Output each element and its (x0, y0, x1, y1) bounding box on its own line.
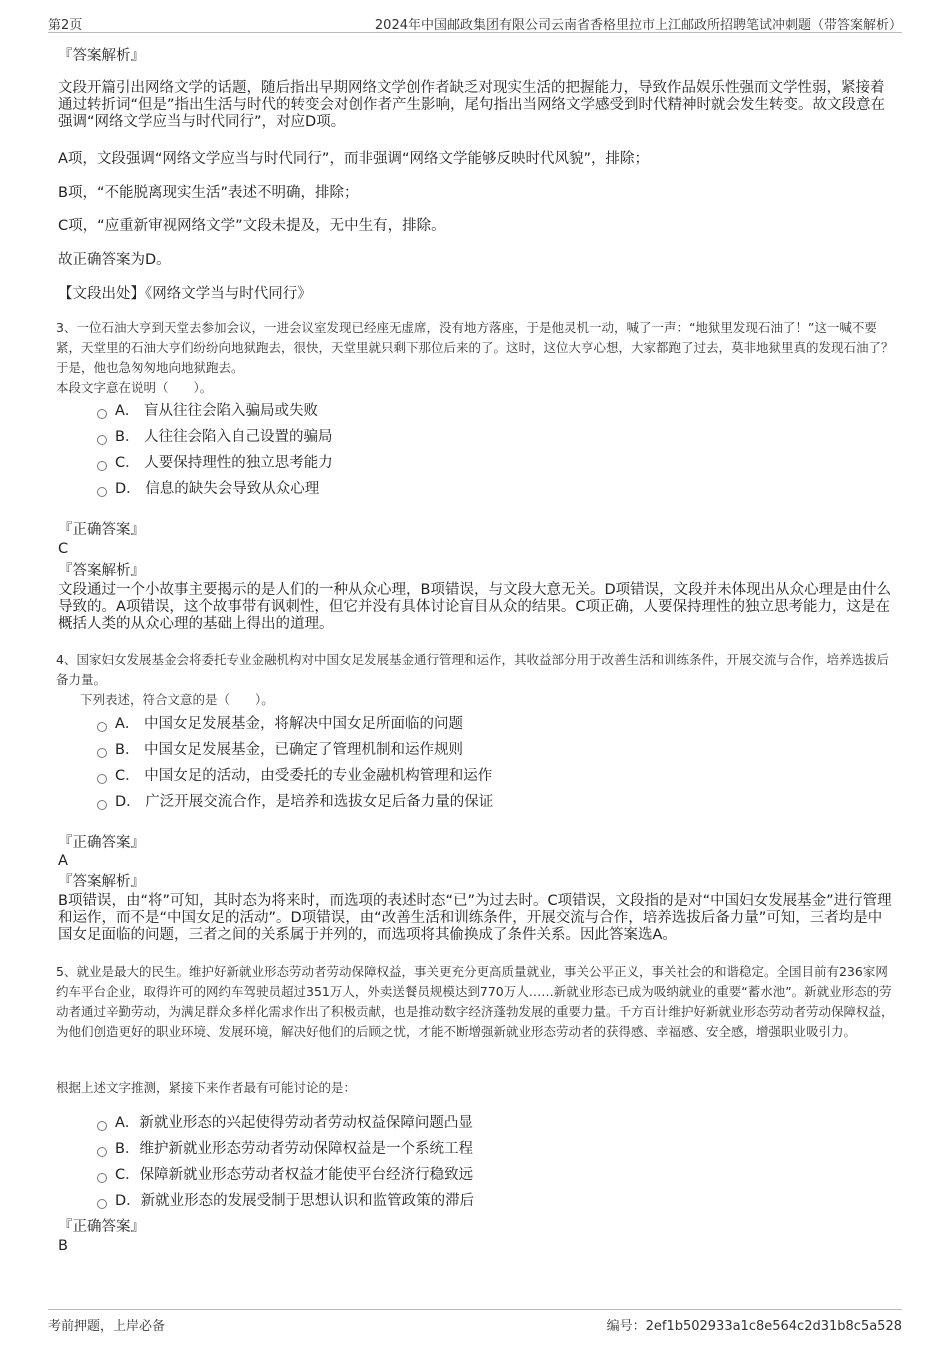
radio-icon[interactable] (97, 1121, 107, 1131)
q5-stem: 5、就业是最大的民生。维护好新就业形态劳动者劳动保障权益，事关更充分更高质量就业，事关公平正义，事关社会的和谐稳定。全国目前有236家网约车平台企业，取得许可的网约车驾驶员超过351万人，外卖送餐员规模达到770万人……新就业形态已成为吸纳就业的重要“蓄水池”。新就业形态的劳动者通过辛勤劳动，为满足群众多样化需求作出了积极贡献，也是推动数字经济蓬勃发展的重要力量。千方百计维护好新就业形态劳动者劳动保障权益，为他们创造更好的职业环境、发展环境，解决好他们的后顾之忧，才能不断增强新就业形态劳动者的获得感、幸福感、安全感，增强职业吸引力。 (56, 964, 894, 1039)
q4-option-b[interactable]: B． 中国女足发展基金，已确定了管理机制和运作规则 (97, 741, 463, 759)
prev-option-a-analysis: A项，文段强调“网络文学应当与时代同行”，而非强调“网络文学能够反映时代风貌”，排除； (58, 151, 649, 167)
q3-jiexi-label: 『答案解析』 (58, 563, 145, 579)
q3-jiexi: 文段通过一个小故事主要揭示的是人们的一种从众心理，B项错误，与文段大意无关。D项错误，文段并未体现出从众心理是由什么导致的。A项错误，这个故事带有讽刺性，但它并没有具体讨论盲目从众的结果。C项正确，人要保持理性的独立思考能力，这是在概括人类的从众心理的基础上得出的道理。 (58, 582, 892, 632)
radio-icon[interactable] (97, 1147, 107, 1157)
radio-icon[interactable] (97, 461, 107, 471)
q3-option-b[interactable]: B． 人往往会陷入自己设置的骗局 (97, 428, 333, 446)
radio-icon[interactable] (97, 722, 107, 732)
q4-option-a[interactable]: A． 中国女足发展基金，将解决中国女足所面临的问题 (97, 715, 463, 733)
page-footer (48, 1309, 902, 1332)
q3-question: 本段文字意在说明（ ）。 (56, 380, 213, 395)
document-id: 编号：2ef1b502933a1c8e564c2d31b8c5a528 (606, 1319, 902, 1334)
q3-answer: C (58, 541, 69, 557)
q4-jiexi: B项错误，由“将”可知，其时态为将来时，而选项的表述时态“已”为过去时。C项错误，文段指的是对“中国妇女发展基金”进行管理和运作，而不是“中国女足的活动”。D项错误，由“改善生活和训练条件，开展交流与合作，培养选拔后备力量”可知，三者均是中国女足面临的问题，三者之间的关系属于并列的，而选项将其偷换成了条件关系。因此答案选A。 (58, 893, 892, 943)
q3-answer-label: 『正确答案』 (58, 522, 145, 538)
radio-icon[interactable] (97, 1199, 107, 1209)
q3-option-d[interactable]: D． 信息的缺失会导致从众心理 (97, 480, 319, 498)
q4-answer-label: 『正确答案』 (58, 835, 145, 851)
q5-option-a[interactable]: A．新就业形态的兴起使得劳动者劳动权益保障问题凸显 (97, 1114, 473, 1132)
q4-answer: A (58, 853, 68, 869)
prev-conclusion: 故正确答案为D。 (58, 252, 171, 268)
page-number: 第2页 (48, 18, 83, 33)
q4-question: 下列表述，符合文意的是（ ）。 (80, 692, 274, 707)
prev-jiexi-label: 『答案解析』 (58, 48, 145, 64)
q4-option-d[interactable]: D． 广泛开展交流合作，是培养和选拔女足后备力量的保证 (97, 793, 493, 811)
q3-stem: 3、一位石油大亨到天堂去参加会议，一进会议室发现已经座无虚席，没有地方落座，于是他灵机一动，喊了一声：“地狱里发现石油了！”这一喊不要紧，天堂里的石油大亨们纷纷向地狱跑去，很快，天堂里就只剩下那位后来的了。这时，这位大亨心想，大家都跑了过去，莫非地狱里真的发现石油了？于是，他也急匆匆地向地狱跑去。 (56, 320, 894, 375)
prev-option-b-analysis: B项，“不能脱离现实生活”表述不明确，排除； (58, 185, 359, 201)
q5-answer-label: 『正确答案』 (58, 1219, 145, 1235)
footer-slogan: 考前押题，上岸必备 (48, 1319, 166, 1334)
q4-option-c[interactable]: C． 中国女足的活动，由受委托的专业金融机构管理和运作 (97, 767, 492, 785)
q5-option-c[interactable]: C．保障新就业形态劳动者权益才能使平台经济行稳致远 (97, 1166, 473, 1184)
document-title: 2024年中国邮政集团有限公司云南省香格里拉市上江邮政所招聘笔试冲刺题（带答案解析） (374, 18, 902, 33)
q4-stem: 4、国家妇女发展基金会将委托专业金融机构对中国女足发展基金通行管理和运作，其收益部分用于改善生活和训练条件，开展交流与合作，培养选拔后备力量。 (56, 652, 889, 687)
q4-jiexi-label: 『答案解析』 (58, 874, 145, 890)
prev-source: 【文段出处】《网络文学当与时代同行》 (58, 286, 312, 302)
radio-icon[interactable] (97, 800, 107, 810)
radio-icon[interactable] (97, 409, 107, 419)
q5-option-b[interactable]: B．维护新就业形态劳动者劳动保障权益是一个系统工程 (97, 1140, 473, 1158)
radio-icon[interactable] (97, 487, 107, 497)
prev-jiexi-paragraph: 文段开篇引出网络文学的话题，随后指出早期网络文学创作者缺乏对现实生活的把握能力，导致作品娱乐性强而文学性弱，紧接着通过转折词“但是”指出生活与时代的转变会对创作者产生影响，尾句指出当网络文学感受到时代精神时就会发生转变。故文段意在强调“网络文学应当与时代同行”，对应D项。 (58, 80, 886, 130)
q5-question: 根据上述文字推测，紧接下来作者最有可能讨论的是： (56, 1080, 357, 1095)
q5-option-d[interactable]: D．新就业形态的发展受制于思想认识和监管政策的滞后 (97, 1192, 474, 1210)
prev-option-c-analysis: C项，“应重新审视网络文学”文段未提及，无中生有，排除。 (58, 218, 446, 234)
q5-answer: B (58, 1238, 68, 1254)
radio-icon[interactable] (97, 435, 107, 445)
radio-icon[interactable] (97, 1173, 107, 1183)
radio-icon[interactable] (97, 748, 107, 758)
q3-option-c[interactable]: C． 人要保持理性的独立思考能力 (97, 454, 333, 472)
page-header (48, 12, 902, 33)
radio-icon[interactable] (97, 774, 107, 784)
q3-option-a[interactable]: A． 盲从往往会陷入骗局或失败 (97, 402, 318, 420)
